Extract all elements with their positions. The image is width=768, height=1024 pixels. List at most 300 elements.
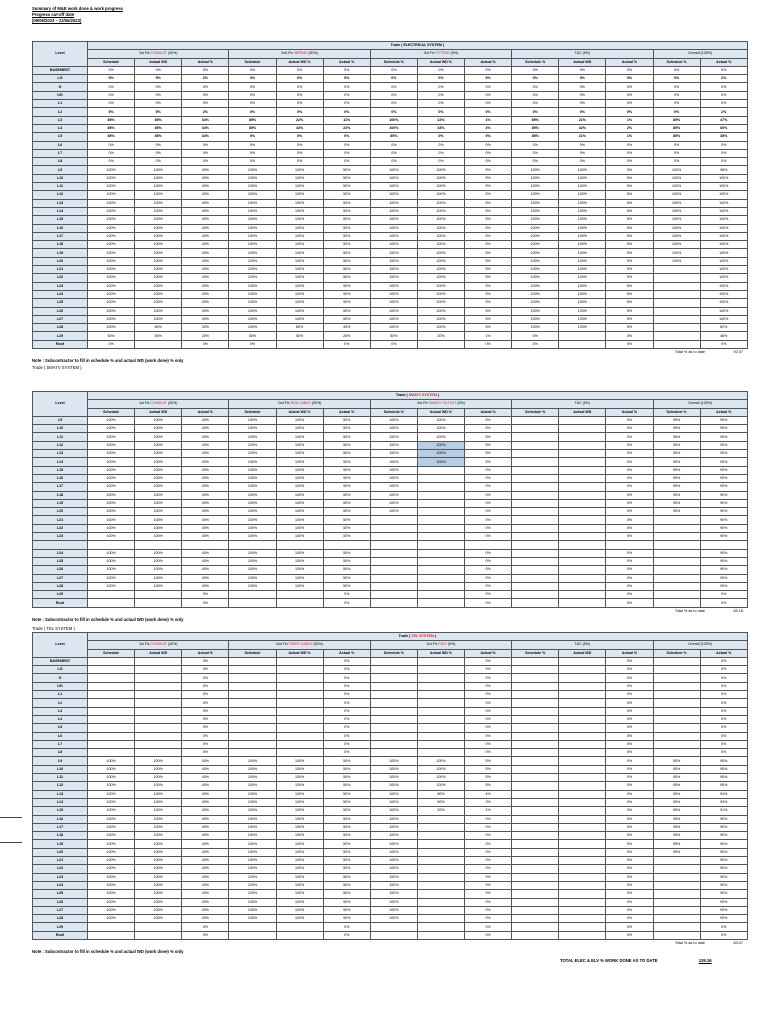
value-cell: 0% bbox=[182, 749, 229, 757]
level-cell: L29 bbox=[33, 591, 88, 599]
value-cell: 100% bbox=[559, 224, 606, 232]
value-cell: 0% bbox=[606, 582, 653, 590]
level-cell: L27 bbox=[33, 315, 88, 323]
value-cell: 0% bbox=[700, 691, 747, 699]
column-header: Schedule bbox=[88, 408, 135, 416]
value-cell: 100% bbox=[276, 549, 323, 557]
trade-suffix: ) bbox=[436, 393, 439, 398]
value-cell bbox=[512, 898, 559, 906]
value-cell: 5% bbox=[465, 274, 512, 282]
level-cell: L28 bbox=[33, 582, 88, 590]
table-row bbox=[33, 241, 748, 249]
level-cell: L4 bbox=[33, 715, 88, 723]
table-row bbox=[33, 541, 748, 549]
value-cell: 0% bbox=[700, 931, 747, 939]
value-cell: 100% bbox=[88, 798, 135, 806]
column-header: Schedule % bbox=[653, 649, 700, 657]
value-cell: 0% bbox=[606, 466, 653, 474]
value-cell: 100% bbox=[88, 174, 135, 182]
value-cell: 5% bbox=[606, 232, 653, 240]
electrical-note: Note : Subcontractor to fill in schedule % and actual WD (work done) % only bbox=[32, 357, 184, 363]
value-cell: 90% bbox=[700, 848, 747, 856]
value-cell: 0% bbox=[606, 699, 653, 707]
value-cell: 40% bbox=[182, 224, 229, 232]
value-cell: 50% bbox=[229, 332, 276, 340]
value-cell: 0% bbox=[323, 83, 370, 91]
value-cell: 100% bbox=[276, 898, 323, 906]
table-row bbox=[33, 674, 748, 682]
value-cell: 100% bbox=[229, 324, 276, 332]
value-cell: 40% bbox=[182, 566, 229, 574]
value-cell bbox=[559, 499, 606, 507]
value-cell: 100% bbox=[88, 216, 135, 224]
value-cell bbox=[417, 582, 464, 590]
value-cell: 100% bbox=[88, 257, 135, 265]
value-cell: 0% bbox=[700, 66, 747, 74]
value-cell: 100% bbox=[512, 266, 559, 274]
value-cell: 94% bbox=[700, 790, 747, 798]
value-cell: 50% bbox=[323, 458, 370, 466]
value-cell: 100% bbox=[88, 774, 135, 782]
value-cell bbox=[88, 591, 135, 599]
value-cell: 100% bbox=[559, 166, 606, 174]
value-cell: 100% bbox=[88, 566, 135, 574]
value-cell bbox=[276, 699, 323, 707]
value-cell: 0% bbox=[465, 533, 512, 541]
value-cell bbox=[559, 533, 606, 541]
table-row bbox=[33, 732, 748, 740]
value-cell: 0% bbox=[417, 75, 464, 83]
value-cell: 100% bbox=[229, 782, 276, 790]
value-cell bbox=[370, 923, 417, 931]
value-cell: 100% bbox=[135, 166, 182, 174]
value-cell bbox=[512, 574, 559, 582]
table-row bbox=[33, 108, 748, 116]
value-cell: 50% bbox=[323, 191, 370, 199]
level-cell: L12 bbox=[33, 782, 88, 790]
value-cell bbox=[229, 707, 276, 715]
value-cell: 0% bbox=[465, 674, 512, 682]
value-cell: 50% bbox=[323, 199, 370, 207]
value-cell: 100% bbox=[276, 524, 323, 532]
group-label: T&C (5%) bbox=[574, 642, 591, 647]
value-cell: 5% bbox=[465, 433, 512, 441]
value-cell: 1% bbox=[465, 332, 512, 340]
value-cell: 40% bbox=[182, 207, 229, 215]
value-cell: 95% bbox=[653, 774, 700, 782]
value-cell: 50% bbox=[323, 257, 370, 265]
value-cell: 100% bbox=[370, 757, 417, 765]
value-cell: 0% bbox=[465, 707, 512, 715]
value-cell: 100% bbox=[135, 207, 182, 215]
value-cell: 0% bbox=[465, 666, 512, 674]
value-cell: 100% bbox=[370, 790, 417, 798]
value-cell: 100% bbox=[276, 266, 323, 274]
value-cell: 100% bbox=[276, 307, 323, 315]
group-header bbox=[229, 50, 370, 58]
value-cell: 5% bbox=[606, 207, 653, 215]
value-cell bbox=[135, 724, 182, 732]
value-cell: 5% bbox=[606, 266, 653, 274]
value-cell: 1% bbox=[465, 807, 512, 815]
value-cell: 0% bbox=[465, 906, 512, 914]
value-cell bbox=[653, 865, 700, 873]
value-cell: 0% bbox=[465, 483, 512, 491]
value-cell: 50% bbox=[323, 890, 370, 898]
value-cell: 0% bbox=[700, 715, 747, 723]
table-row bbox=[33, 324, 748, 332]
value-cell: 0% bbox=[700, 340, 747, 348]
value-cell bbox=[512, 416, 559, 424]
value-cell: 0% bbox=[653, 100, 700, 108]
value-cell: 40% bbox=[182, 199, 229, 207]
value-cell bbox=[653, 266, 700, 274]
value-cell bbox=[88, 666, 135, 674]
value-cell: 95% bbox=[700, 757, 747, 765]
value-cell: 85% bbox=[512, 133, 559, 141]
value-cell: 98% bbox=[700, 166, 747, 174]
column-header-row bbox=[33, 58, 748, 66]
value-cell: 100% bbox=[512, 290, 559, 298]
value-cell: 0% bbox=[606, 815, 653, 823]
value-cell bbox=[512, 516, 559, 524]
value-cell bbox=[653, 324, 700, 332]
value-cell bbox=[88, 715, 135, 723]
value-cell bbox=[417, 541, 464, 549]
value-cell: 100% bbox=[135, 815, 182, 823]
value-cell: 0% bbox=[370, 108, 417, 116]
table-row bbox=[33, 224, 748, 232]
value-cell: 22% bbox=[417, 116, 464, 124]
value-cell: 82% bbox=[700, 324, 747, 332]
value-cell: 100% bbox=[700, 290, 747, 298]
level-cell: L16 bbox=[33, 474, 88, 482]
table-row bbox=[33, 533, 748, 541]
value-cell bbox=[465, 541, 512, 549]
value-cell: 100% bbox=[88, 574, 135, 582]
value-cell bbox=[135, 923, 182, 931]
level-cell: L5 bbox=[33, 724, 88, 732]
value-cell bbox=[559, 574, 606, 582]
value-cell: 0% bbox=[465, 566, 512, 574]
value-cell: 0% bbox=[465, 508, 512, 516]
group-header bbox=[512, 641, 653, 649]
value-cell: 100% bbox=[276, 282, 323, 290]
value-cell: 40% bbox=[182, 906, 229, 914]
value-cell: 2% bbox=[182, 75, 229, 83]
value-cell: 100% bbox=[88, 266, 135, 274]
value-cell bbox=[276, 749, 323, 757]
value-cell: 100% bbox=[135, 898, 182, 906]
value-cell: 100% bbox=[417, 224, 464, 232]
value-cell: 100% bbox=[512, 199, 559, 207]
group-weight: (5%) bbox=[446, 642, 456, 647]
value-cell: 100% bbox=[370, 425, 417, 433]
value-cell: 0% bbox=[182, 599, 229, 607]
value-cell: 85% bbox=[512, 124, 559, 132]
value-cell: 43% bbox=[417, 124, 464, 132]
value-cell: 50% bbox=[323, 533, 370, 541]
value-cell: 0% bbox=[606, 923, 653, 931]
value-cell bbox=[653, 274, 700, 282]
value-cell: 0% bbox=[229, 75, 276, 83]
value-cell bbox=[559, 823, 606, 831]
value-cell: 0% bbox=[182, 699, 229, 707]
value-cell: 0% bbox=[182, 931, 229, 939]
value-cell: 100% bbox=[276, 832, 323, 840]
level-cell: L25 bbox=[33, 890, 88, 898]
level-cell: L12 bbox=[33, 191, 88, 199]
value-cell bbox=[512, 549, 559, 557]
value-cell: 40% bbox=[182, 257, 229, 265]
level-cell: L12 bbox=[33, 441, 88, 449]
value-cell: 0% bbox=[135, 91, 182, 99]
value-cell: 0% bbox=[465, 66, 512, 74]
value-cell bbox=[512, 923, 559, 931]
value-cell: 100% bbox=[512, 307, 559, 315]
value-cell: 40% bbox=[182, 299, 229, 307]
value-cell: 0% bbox=[512, 141, 559, 149]
value-cell: 0% bbox=[465, 724, 512, 732]
tel-caption: Trade ( TEL SYSTEM ) bbox=[32, 626, 75, 631]
value-cell: 100% bbox=[276, 433, 323, 441]
value-cell: 0% bbox=[182, 666, 229, 674]
value-cell: 100% bbox=[229, 282, 276, 290]
value-cell: 35% bbox=[700, 133, 747, 141]
value-cell: 85% bbox=[229, 124, 276, 132]
value-cell: 5% bbox=[465, 199, 512, 207]
value-cell: 100% bbox=[276, 774, 323, 782]
value-cell: 100% bbox=[229, 549, 276, 557]
value-cell: 100% bbox=[417, 416, 464, 424]
value-cell: 100% bbox=[700, 191, 747, 199]
value-cell: 0% bbox=[229, 66, 276, 74]
table-row bbox=[33, 865, 748, 873]
level-cell: L29 bbox=[33, 923, 88, 931]
level-cell: L15 bbox=[33, 807, 88, 815]
value-cell: 50% bbox=[323, 815, 370, 823]
value-cell bbox=[653, 591, 700, 599]
value-cell: 100% bbox=[135, 566, 182, 574]
value-cell: 100% bbox=[276, 857, 323, 865]
table-row bbox=[33, 898, 748, 906]
value-cell: 100% bbox=[276, 458, 323, 466]
value-cell: 100% bbox=[370, 857, 417, 865]
value-cell: 5% bbox=[135, 108, 182, 116]
value-cell bbox=[417, 466, 464, 474]
level-cell: L26 bbox=[33, 566, 88, 574]
value-cell bbox=[512, 524, 559, 532]
value-cell: 90% bbox=[700, 832, 747, 840]
value-cell: 95% bbox=[653, 450, 700, 458]
value-cell: 100% bbox=[229, 524, 276, 532]
value-cell bbox=[417, 508, 464, 516]
value-cell: 100% bbox=[88, 524, 135, 532]
value-cell: 0% bbox=[182, 158, 229, 166]
value-cell: 0% bbox=[559, 91, 606, 99]
value-cell: 100% bbox=[417, 441, 464, 449]
value-cell: 40% bbox=[323, 324, 370, 332]
value-cell: 34% bbox=[182, 133, 229, 141]
value-cell: 100% bbox=[229, 290, 276, 298]
value-cell: 40% bbox=[182, 774, 229, 782]
value-cell: 95% bbox=[653, 425, 700, 433]
value-cell bbox=[512, 740, 559, 748]
value-cell: 100% bbox=[229, 307, 276, 315]
value-cell: 85% bbox=[135, 116, 182, 124]
value-cell: 47% bbox=[700, 116, 747, 124]
tel-table bbox=[32, 632, 748, 940]
table-row bbox=[33, 100, 748, 108]
value-cell: 95% bbox=[700, 458, 747, 466]
table-row bbox=[33, 416, 748, 424]
value-cell: 90% bbox=[700, 915, 747, 923]
value-cell: 100% bbox=[276, 881, 323, 889]
value-cell: 95% bbox=[700, 774, 747, 782]
value-cell: 100% bbox=[88, 906, 135, 914]
value-cell bbox=[370, 931, 417, 939]
value-cell: 0% bbox=[276, 149, 323, 157]
value-cell bbox=[559, 516, 606, 524]
value-cell: 0% bbox=[606, 66, 653, 74]
value-cell bbox=[606, 541, 653, 549]
value-cell: 50% bbox=[323, 757, 370, 765]
value-cell: 40% bbox=[182, 274, 229, 282]
value-cell bbox=[653, 699, 700, 707]
value-cell: 100% bbox=[417, 307, 464, 315]
value-cell: 40% bbox=[182, 483, 229, 491]
value-cell bbox=[559, 807, 606, 815]
value-cell: 5% bbox=[465, 282, 512, 290]
value-cell bbox=[276, 657, 323, 665]
value-cell: 3% bbox=[465, 798, 512, 806]
value-cell: 5% bbox=[88, 108, 135, 116]
value-cell: 100% bbox=[653, 257, 700, 265]
value-cell bbox=[370, 566, 417, 574]
value-cell bbox=[512, 491, 559, 499]
value-cell: 5% bbox=[135, 75, 182, 83]
value-cell: 100% bbox=[512, 191, 559, 199]
value-cell: 100% bbox=[370, 483, 417, 491]
value-cell: 0% bbox=[417, 108, 464, 116]
value-cell bbox=[417, 857, 464, 865]
margin-mark bbox=[0, 842, 22, 843]
value-cell: 0% bbox=[465, 832, 512, 840]
value-cell: 0% bbox=[465, 699, 512, 707]
value-cell bbox=[135, 931, 182, 939]
value-cell: 50% bbox=[323, 216, 370, 224]
value-cell: 100% bbox=[229, 483, 276, 491]
value-cell: 100% bbox=[229, 474, 276, 482]
value-cell: 100% bbox=[559, 216, 606, 224]
value-cell bbox=[417, 599, 464, 607]
group-header bbox=[229, 400, 370, 408]
value-cell bbox=[512, 906, 559, 914]
value-cell: 0% bbox=[653, 83, 700, 91]
electrical-total bbox=[32, 349, 747, 356]
value-cell: 100% bbox=[135, 266, 182, 274]
value-cell: 5% bbox=[465, 458, 512, 466]
table-row bbox=[33, 823, 748, 831]
value-cell: 50% bbox=[370, 332, 417, 340]
value-cell bbox=[512, 890, 559, 898]
value-cell: 0% bbox=[182, 91, 229, 99]
column-header: Schedule % bbox=[512, 649, 559, 657]
level-cell: L21 bbox=[33, 857, 88, 865]
value-cell: 90% bbox=[700, 906, 747, 914]
table-row bbox=[33, 425, 748, 433]
value-cell: 100% bbox=[700, 199, 747, 207]
column-header: Actual WD bbox=[559, 58, 606, 66]
value-cell: 0% bbox=[465, 732, 512, 740]
value-cell: 100% bbox=[135, 881, 182, 889]
value-cell: 100% bbox=[135, 915, 182, 923]
value-cell: 100% bbox=[135, 757, 182, 765]
value-cell: 50% bbox=[323, 441, 370, 449]
table-row bbox=[33, 657, 748, 665]
value-cell: 95% bbox=[653, 458, 700, 466]
value-cell: 100% bbox=[88, 441, 135, 449]
level-cell: L20 bbox=[33, 257, 88, 265]
value-cell: 100% bbox=[88, 491, 135, 499]
value-cell: 100% bbox=[700, 216, 747, 224]
trade-suffix: ) bbox=[433, 634, 437, 639]
value-cell: 0% bbox=[465, 657, 512, 665]
value-cell bbox=[559, 749, 606, 757]
value-cell: 0% bbox=[606, 715, 653, 723]
value-cell: 100% bbox=[229, 416, 276, 424]
value-cell: 0% bbox=[606, 566, 653, 574]
value-cell: 50% bbox=[323, 483, 370, 491]
tel-section bbox=[32, 626, 747, 956]
value-cell: 100% bbox=[370, 832, 417, 840]
value-cell bbox=[512, 865, 559, 873]
value-cell: 100% bbox=[229, 458, 276, 466]
value-cell bbox=[417, 898, 464, 906]
column-header: Schedule % bbox=[512, 58, 559, 66]
value-cell: 100% bbox=[229, 915, 276, 923]
group-header bbox=[88, 50, 229, 58]
value-cell: 0% bbox=[653, 75, 700, 83]
value-cell bbox=[370, 557, 417, 565]
value-cell: 1% bbox=[465, 116, 512, 124]
value-cell bbox=[417, 881, 464, 889]
value-cell bbox=[276, 340, 323, 348]
value-cell bbox=[512, 674, 559, 682]
value-cell: 0% bbox=[606, 149, 653, 157]
value-cell: 5% bbox=[465, 290, 512, 298]
value-cell: 5% bbox=[465, 249, 512, 257]
value-cell: 40% bbox=[182, 574, 229, 582]
column-header: Actual WD bbox=[135, 58, 182, 66]
value-cell: 95% bbox=[700, 441, 747, 449]
value-cell bbox=[370, 749, 417, 757]
value-cell: 95% bbox=[653, 848, 700, 856]
table-row bbox=[33, 441, 748, 449]
trade-row bbox=[33, 392, 748, 400]
value-cell: 0% bbox=[323, 66, 370, 74]
smatv-note: Note : Subcontractor to fill in schedule % and actual WD (work done) % only bbox=[32, 616, 184, 622]
group-weight: (5%) bbox=[449, 51, 459, 56]
value-cell: 0% bbox=[323, 75, 370, 83]
value-cell: 85% bbox=[653, 124, 700, 132]
value-cell: 100% bbox=[559, 299, 606, 307]
column-header: Actual % bbox=[606, 58, 653, 66]
value-cell: 0% bbox=[229, 100, 276, 108]
value-cell bbox=[370, 533, 417, 541]
level-cell: L17 bbox=[33, 232, 88, 240]
value-cell: 50% bbox=[323, 823, 370, 831]
